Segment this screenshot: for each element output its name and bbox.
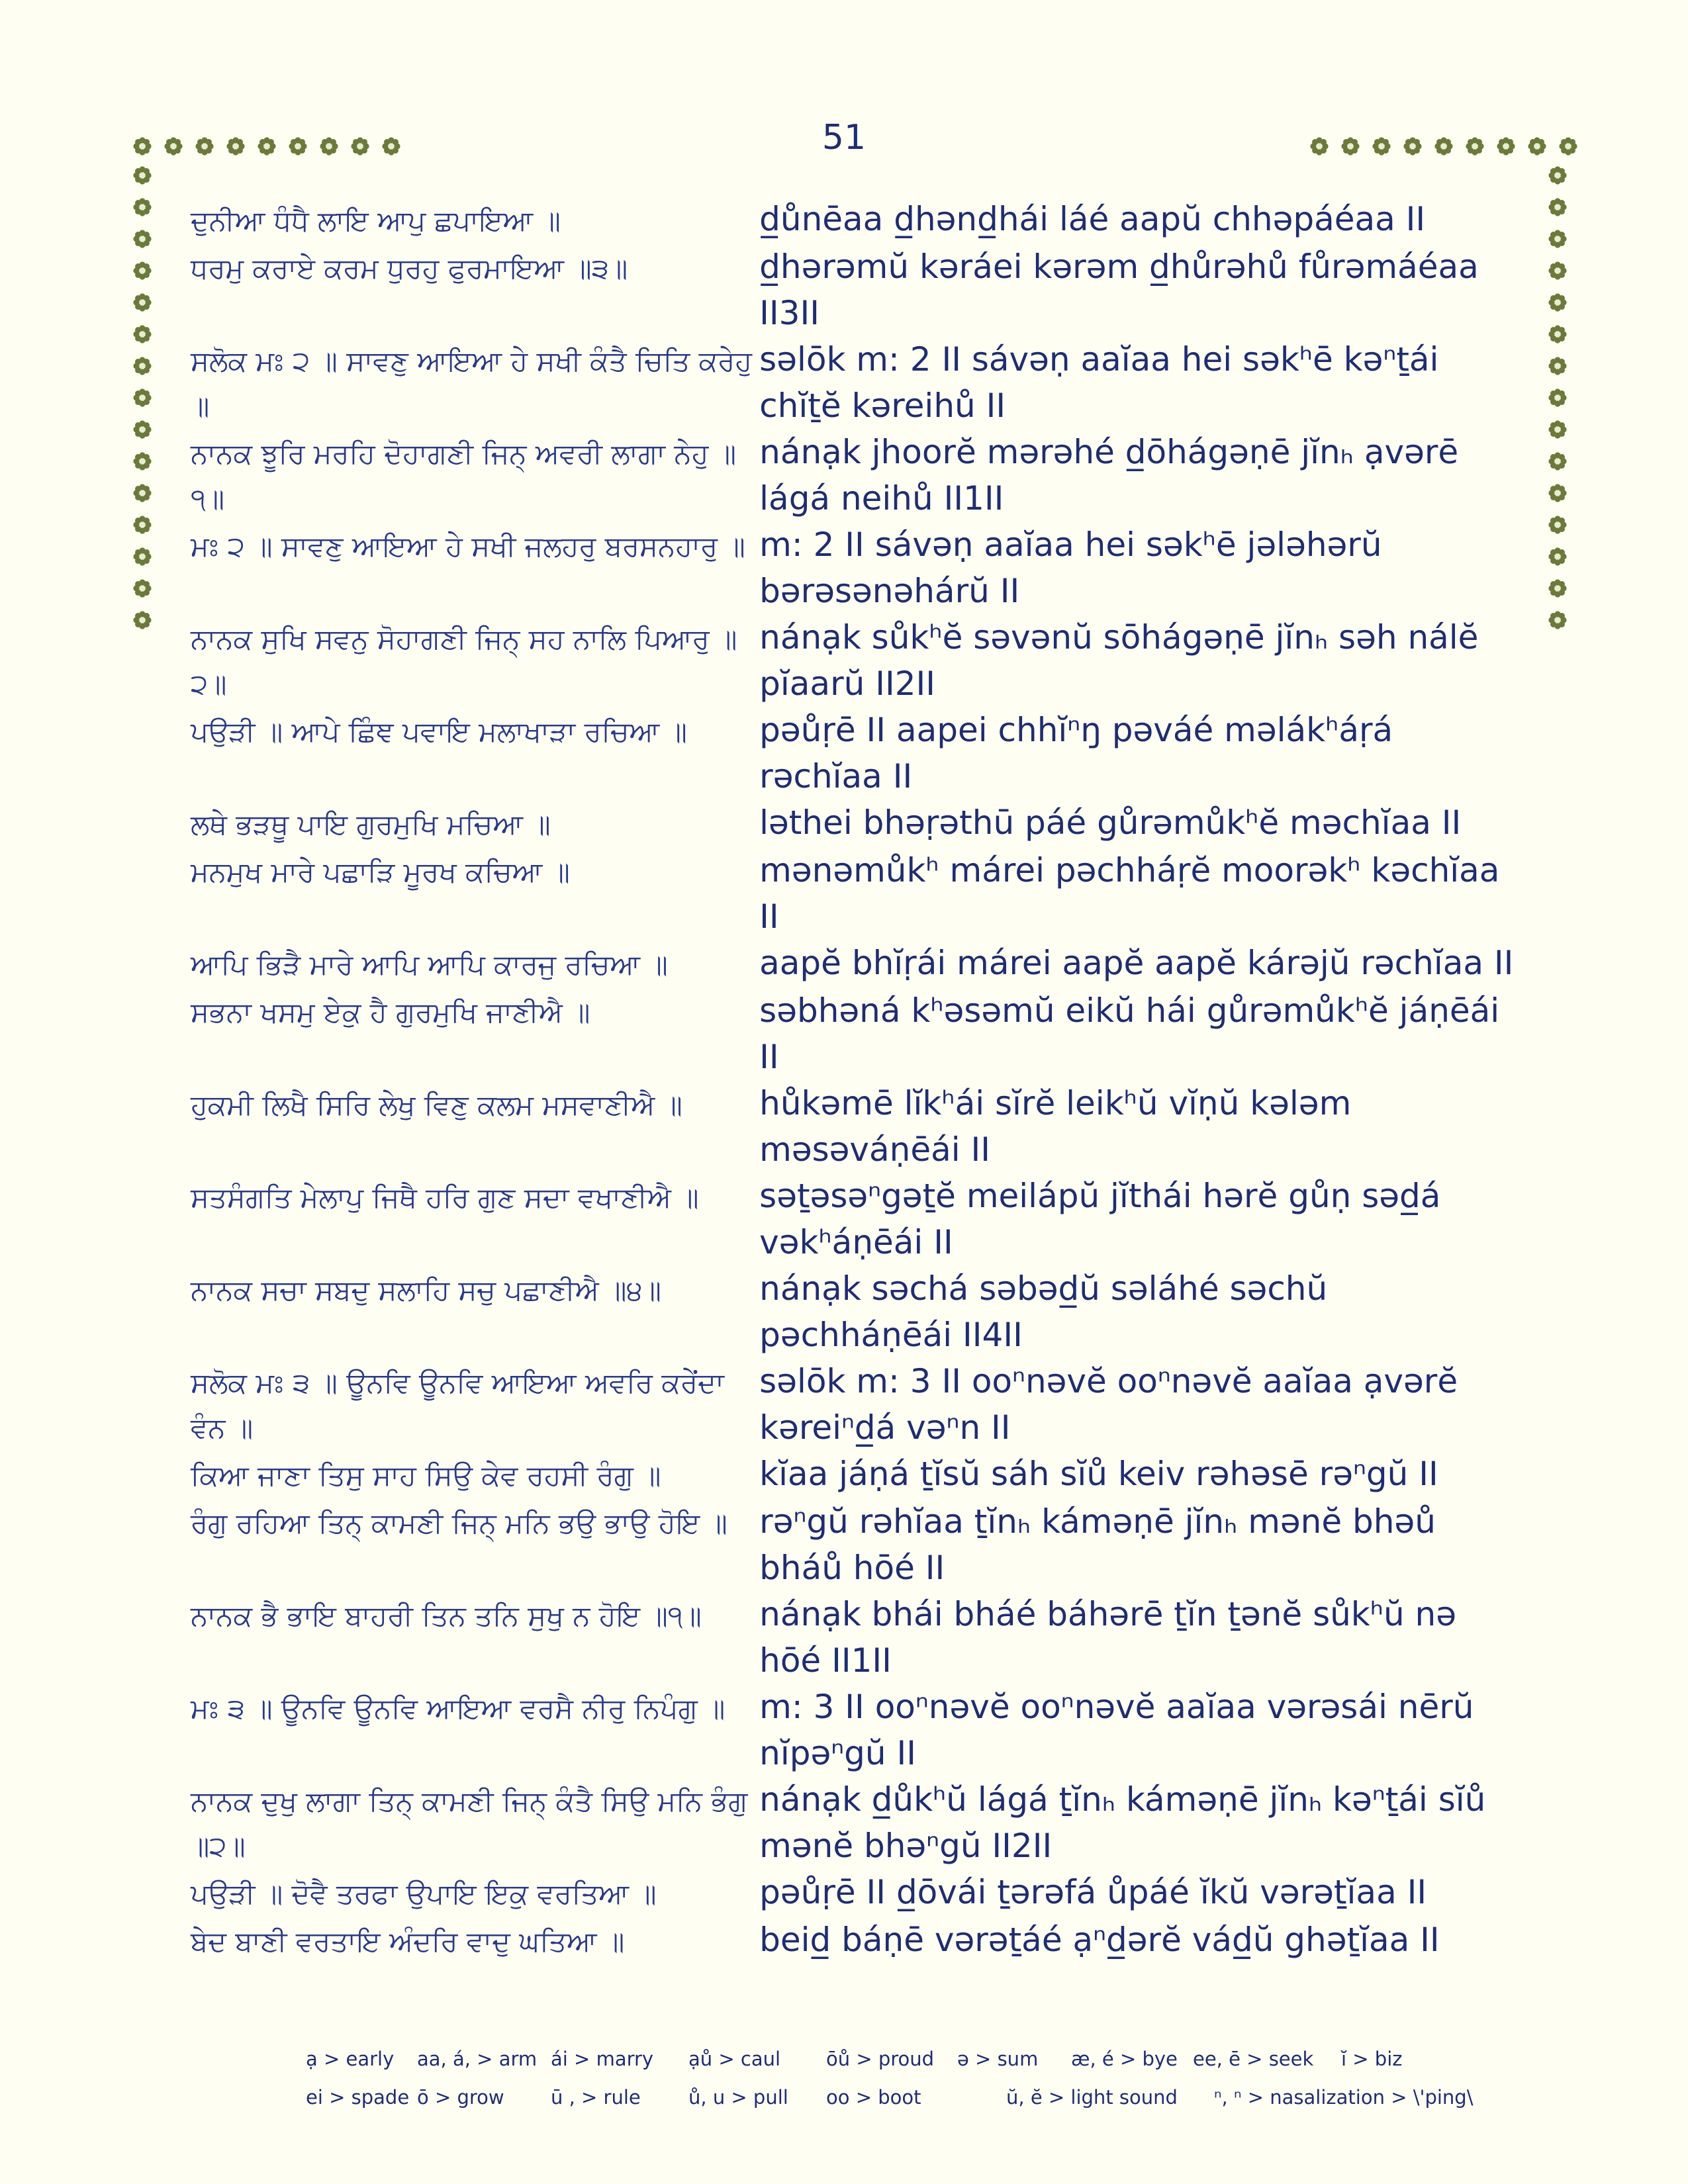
flower-icon [1548, 610, 1568, 630]
flower-icon [1548, 578, 1568, 598]
gurmukhi-line: ਨਾਨਕ ਸਚਾ ਸਬਦੁ ਸਲਾਹਿ ਸਚੁ ਪਛਾਣੀਐ ॥੪॥ [191, 1274, 661, 1306]
transliteration-line: pəůṛē II d̲ōvái ṯərəfá ůpáé ĭkŭ vərəṯĭaa II [759, 1873, 1427, 1911]
transliteration-line: səlōk m: 2 II sávəṇ aaĭaa hei səkʰē kəⁿṯái chĭṯĕ kəreihů II [759, 340, 1439, 425]
flower-icon [132, 261, 152, 281]
transliteration-line: nánạk bhái bháé báhərē ṯĭn ṯənĕ sůkʰŭ nə hōé II1II [759, 1595, 1457, 1680]
ornament-border-right [1548, 165, 1568, 630]
verse-row [191, 522, 1521, 614]
legend-item: ei > spade [306, 2086, 410, 2109]
flower-icon [381, 136, 401, 156]
gurmukhi-line: ਨਾਨਕ ਦੁਖੁ ਲਾਗਾ ਤਿਨ੍ ਕਾਮਣੀ ਜਿਨ੍ ਕੰਤੈ ਸਿਉ ਮਨਿ ਭੰਗੁ ॥੨॥ [191, 1785, 748, 1862]
flower-icon [1548, 420, 1568, 439]
flower-icon [1548, 451, 1568, 471]
gurmukhi-line: ਕਿਆ ਜਾਣਾ ਤਿਸੁ ਸਾਹ ਸਿਉ ਕੇਵ ਰਹਸੀ ਰੰਗੁ ॥ [191, 1459, 661, 1492]
pronunciation-legend [306, 2040, 1473, 2116]
flower-icon [1434, 136, 1454, 156]
verse-row [191, 987, 1521, 1080]
flower-icon [1558, 136, 1578, 156]
verse-row [191, 1358, 1521, 1451]
gurmukhi-line: ਮਃ ੩ ॥ ਊਨਵਿ ਊਨਵਿ ਆਇਆ ਵਰਸੈ ਨੀਰੁ ਨਿਪੰਗੁ ॥ [191, 1692, 726, 1725]
transliteration-line: səlōk m: 3 II ooⁿnəvĕ ooⁿnəvĕ aaĭaa ạvərĕ kəreiⁿd̲á vəⁿn II [759, 1362, 1458, 1447]
flower-icon [226, 136, 246, 156]
transliteration-line: kĭaa jáṇá ṯĭsŭ sáh sĭů keiv rəhəsē rəⁿgŭ II [759, 1455, 1438, 1493]
verse-row [191, 940, 1521, 987]
gurmukhi-line: ਹੁਕਮੀ ਲਿਖੈ ਸਿਰਿ ਲੇਖੁ ਵਿਣੁ ਕਲਮ ਮਸਵਾਣੀਐ ॥ [191, 1089, 682, 1121]
flower-icon [1372, 136, 1391, 156]
verse-row [191, 1451, 1521, 1498]
legend-row [306, 2078, 1473, 2116]
legend-item: ō > grow [417, 2086, 504, 2109]
legend-item: ə > sum [957, 2048, 1039, 2070]
legend-item: ee, ē > seek [1193, 2048, 1314, 2070]
legend-item: ů, u > pull [688, 2086, 788, 2109]
transliteration-line: beid̲ báṇē vərəṯáé ạⁿd̲ərĕ vád̲ŭ ghəṯĭaa II [759, 1921, 1440, 1959]
gurmukhi-line: ਬੇਦ ਬਾਣੀ ਵਰਤਾਇ ਅੰਦਰਿ ਵਾਦੁ ਘਤਿਆ ॥ [191, 1925, 625, 1958]
ornament-border-top-left [132, 136, 401, 156]
verse-row [191, 1776, 1521, 1869]
flower-icon [1548, 293, 1568, 312]
transliteration-line: nánạk səchá səbəd̲ŭ səláhé səchŭ pəchháṇēái II4II [759, 1269, 1328, 1354]
legend-item: ạ > early [306, 2048, 395, 2070]
flower-icon [132, 388, 152, 408]
gurmukhi-line: ਨਾਨਕ ਝੂਰਿ ਮਰਹਿ ਦੋਹਾਗਣੀ ਜਿਨ੍ ਅਵਰੀ ਲਾਗਾ ਨੇਹੁ ॥੧॥ [191, 437, 737, 515]
legend-item: ⁿ, ⁿ > nasalization > \'ping\ [1214, 2086, 1474, 2109]
flower-icon [132, 547, 152, 567]
transliteration-line: nánạk jhoorĕ mərəhé d̲ōhágəṇē jĭnₕ ạvərē lágá neihů II1II [759, 433, 1459, 518]
transliteration-line: ləthei bhəṛəthū páé gůrəmůkʰĕ məchĭaa II [759, 803, 1462, 842]
legend-item: aa, á, > arm [417, 2048, 538, 2070]
transliteration-line: d̲hərəmŭ kəráei kərəm d̲hůrəhů fůrəmáéaa II3II [759, 248, 1479, 332]
legend-item: æ, é > bye [1071, 2048, 1178, 2070]
verse-row [191, 244, 1521, 336]
verse-row [191, 614, 1521, 707]
flower-icon [132, 197, 152, 217]
verse-row [191, 336, 1521, 429]
verse-row [191, 1869, 1521, 1917]
flower-icon [1548, 483, 1568, 503]
verse-row [191, 1684, 1521, 1776]
flower-icon [132, 515, 152, 535]
transliteration-line: səṯəsəⁿgəṯĕ meilápŭ jĭthái hərĕ gůṇ səd̲á vəkʰáṇēái II [759, 1177, 1441, 1261]
verse-row [191, 1591, 1521, 1684]
ornament-border-top-right [1309, 136, 1578, 156]
transliteration-line: rəⁿgŭ rəhĭaa ṯĭnₕ káməṇē jĭnₕ mənĕ bhəů bháů hōé II [759, 1502, 1436, 1587]
gurmukhi-line: ਨਾਨਕ ਭੈ ਭਾਇ ਬਾਹਰੀ ਤਿਨ ਤਨਿ ਸੁਖੁ ਨ ਹੋਇ ॥੧॥ [191, 1600, 702, 1632]
flower-icon [1465, 136, 1485, 156]
flower-icon [1340, 136, 1360, 156]
verse-row [191, 1080, 1521, 1173]
flower-icon [132, 293, 152, 312]
gurmukhi-line: ਪਉੜੀ ॥ ਦੋਵੈ ਤਰਫਾ ਉਪਾਇ ਇਕੁ ਵਰਤਿਆ ॥ [191, 1878, 657, 1910]
verse-row [191, 1173, 1521, 1265]
ornament-border-left [132, 165, 152, 630]
transliteration-line: mənəmůkʰ márei pəchháṛĕ moorəkʰ kəchĭaa II [759, 851, 1500, 936]
legend-item: ū , > rule [551, 2086, 641, 2109]
legend-item: ĭ > biz [1341, 2048, 1403, 2070]
legend-row [306, 2040, 1473, 2078]
transliteration-line: d̲ůnēaa d̲hənd̲hái láé aapŭ chhəpáéaa II [759, 200, 1426, 238]
flower-icon [288, 136, 308, 156]
transliteration-line: nánạk d̲ůkʰŭ lágá ṯĭnₕ káməṇē jĭnₕ kəⁿṯái sĭů mənĕ bhəⁿgŭ II2II [759, 1780, 1486, 1865]
transliteration-line: m: 3 II ooⁿnəvĕ ooⁿnəvĕ aaĭaa vərəsái nērŭ nĭpəⁿgŭ II [759, 1688, 1474, 1772]
verse-row [191, 196, 1521, 244]
flower-icon [1548, 356, 1568, 376]
verse-row [191, 1265, 1521, 1358]
flower-icon [1548, 324, 1568, 344]
legend-item: ōů > proud [826, 2048, 935, 2070]
flower-icon [319, 136, 339, 156]
verse-table [191, 196, 1521, 1964]
gurmukhi-line: ਪਉੜੀ ॥ ਆਪੇ ਛਿੰਞ ਪਵਾਇ ਮਲਾਖਾੜਾ ਰਚਿਆ ॥ [191, 715, 687, 748]
flower-icon [1548, 388, 1568, 408]
transliteration-line: səbhəná kʰəsəmŭ eikŭ hái gůrəmůkʰĕ jáṇēái II [759, 991, 1500, 1076]
flower-icon [257, 136, 277, 156]
legend-item: ŭ, ĕ > light sound [1006, 2086, 1178, 2109]
transliteration-line: aapĕ bhĭṛái márei aapĕ aapĕ kárəjŭ rəchĭaa II [759, 944, 1514, 982]
flower-icon [132, 356, 152, 376]
legend-item: ạů > caul [688, 2048, 781, 2070]
gurmukhi-line: ਨਾਨਕ ਸੁਖਿ ਸਵਨੁ ਸੋਹਾਗਣੀ ਜਿਨ੍ ਸਹ ਨਾਲਿ ਪਿਆਰੁ ॥੨॥ [191, 623, 737, 700]
flower-icon [1548, 229, 1568, 249]
legend-item: ái > marry [551, 2048, 654, 2070]
flower-icon [132, 136, 152, 156]
verse-row [191, 707, 1521, 799]
gurmukhi-line: ਸਭਨਾ ਖਸਮੁ ਏਕੁ ਹੈ ਗੁਰਮੁਖਿ ਜਾਣੀਐ ॥ [191, 996, 590, 1028]
transliteration-line: pəůṛē II aapei chhĭⁿŋ pəváé məlákʰáṛá rəchĭaa II [759, 711, 1393, 796]
flower-icon [1309, 136, 1329, 156]
flower-icon [1527, 136, 1547, 156]
flower-icon [132, 451, 152, 471]
gurmukhi-line: ਲਥੇ ਭੜਥੂ ਪਾਇ ਗੁਰਮੁਖਿ ਮਚਿਆ ॥ [191, 808, 551, 841]
flower-icon [195, 136, 214, 156]
flower-icon [1548, 197, 1568, 217]
flower-icon [132, 165, 152, 185]
flower-icon [1548, 515, 1568, 535]
verse-row [191, 1498, 1521, 1591]
gurmukhi-line: ਮਨਮੁਖ ਮਾਰੇ ਪਛਾੜਿ ਮੂਰਖ ਕਚਿਆ ॥ [191, 856, 570, 888]
flower-icon [132, 483, 152, 503]
verse-row [191, 429, 1521, 522]
gurmukhi-line: ਰੰਗੁ ਰਹਿਆ ਤਿਨ੍ ਕਾਮਣੀ ਜਿਨ੍ ਮਨਿ ਭਉ ਭਾਉ ਹੋਇ ॥ [191, 1507, 727, 1539]
flower-icon [132, 324, 152, 344]
verse-row [191, 1917, 1521, 1964]
flower-icon [1403, 136, 1423, 156]
gurmukhi-line: ਸਲੋਕ ਮਃ ੨ ॥ ਸਾਵਣੁ ਆਇਆ ਹੇ ਸਖੀ ਕੰਤੈ ਚਿਤਿ ਕਰੇਹੁ ॥ [191, 345, 753, 422]
flower-icon [1496, 136, 1516, 156]
gurmukhi-line: ਸਲੋਕ ਮਃ ੩ ॥ ਊਨਵਿ ਊਨਵਿ ਆਇਆ ਅਵਰਿ ਕਰੇਂਦਾ ਵੰਨ ॥ [191, 1367, 724, 1444]
flower-icon [1548, 261, 1568, 281]
transliteration-line: m: 2 II sávəṇ aaĭaa hei səkʰē jələhərŭ bərəsənəhárŭ II [759, 525, 1382, 610]
legend-item: oo > boot [826, 2086, 921, 2109]
flower-icon [1548, 165, 1568, 185]
gurmukhi-line: ਆਪਿ ਭਿੜੈ ਮਾਰੇ ਆਪਿ ਆਪਿ ਕਾਰਜੁ ਰਚਿਆ ॥ [191, 948, 668, 981]
flower-icon [132, 578, 152, 598]
flower-icon [1548, 547, 1568, 567]
flower-icon [350, 136, 370, 156]
gurmukhi-line: ਮਃ ੨ ॥ ਸਾਵਣੁ ਆਇਆ ਹੇ ਸਖੀ ਜਲਹਰੁ ਬਰਸਨਹਾਰੁ ॥ [191, 530, 745, 563]
flower-icon [132, 420, 152, 439]
verse-row [191, 799, 1521, 847]
transliteration-line: nánạk sůkʰĕ səvənŭ sōhágəṇē jĭnₕ səh nálĕ pĭaarŭ II2II [759, 618, 1479, 703]
gurmukhi-line: ਸਤਸੰਗਤਿ ਮੇਲਾਪੁ ਜਿਥੈ ਹਰਿ ਗੁਣ ਸਦਾ ਵਖਾਣੀਐ ॥ [191, 1181, 699, 1214]
page-number: 51 [821, 118, 867, 158]
gurmukhi-line: ਦੁਨੀਆ ਧੰਧੈ ਲਾਇ ਆਪੁ ਛਪਾਇਆ ॥ [191, 205, 561, 237]
gurmukhi-line: ਧਰਮੁ ਕਰਾਏ ਕਰਮ ਧੁਰਹੁ ਫੁਰਮਾਇਆ ॥੩॥ [191, 252, 628, 285]
flower-icon [132, 610, 152, 630]
flower-icon [164, 136, 183, 156]
flower-icon [132, 229, 152, 249]
verse-row [191, 847, 1521, 940]
transliteration-line: hůkəmē lĭkʰái sĭrĕ leikʰŭ vĭṇŭ kələm məsəváṇēái II [759, 1084, 1352, 1169]
